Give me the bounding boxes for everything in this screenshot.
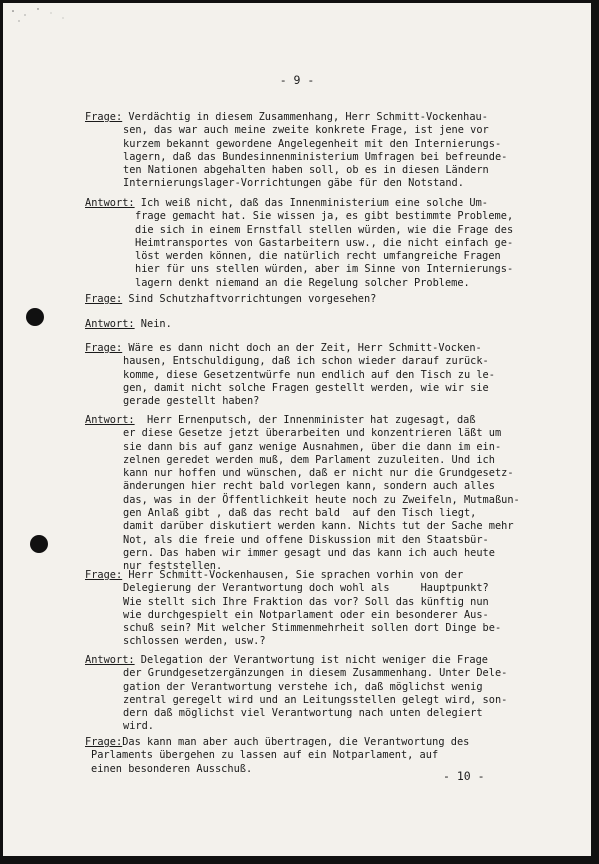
- qa-line: wird.: [123, 720, 154, 733]
- qa-line: änderungen hier recht bald vorlegen kann, sondern auch alles: [123, 480, 495, 493]
- punch-hole-top: [26, 308, 44, 326]
- qa-line: damit darüber diskutiert werden kann. Nichts tut der Sache mehr: [123, 520, 514, 533]
- qa-line: sen, das war auch meine zweite konkrete Frage, ist jene vor: [123, 124, 489, 137]
- qa-line: gerade gestellt haben?: [123, 395, 260, 408]
- qa-line: das, was in der Öffentlichkeit heute noch zu Zweifeln, Mutmaßun-: [123, 493, 520, 506]
- qa-line: kann nur hoffen und wünschen, daß er nicht nur die Grundgesetz-: [123, 467, 514, 480]
- qa-block: [85, 111, 555, 191]
- qa-block: [85, 654, 555, 734]
- speaker-label: Frage:: [85, 293, 123, 305]
- qa-line: komme, diese Gesetzentwürfe nun endlich auf den Tisch zu le-: [123, 368, 495, 381]
- qa-line: wie durchgespielt ein Notparlament oder ein besonderer Aus-: [123, 608, 489, 621]
- qa-line: er diese Gesetze jetzt überarbeiten und konzentrieren läßt um: [123, 427, 502, 440]
- qa-line: hausen, Entschuldigung, daß ich schon wieder darauf zurück-: [123, 355, 489, 368]
- qa-line: schuß sein? Mit welcher Stimmenmehrheit sollen dort Dinge be-: [123, 622, 502, 635]
- qa-line: gen, damit nicht solche Fragen gestellt werden, wie wir sie: [123, 381, 489, 394]
- qa-line: dern daß möglichst viel Verantwortung nach unten delegiert: [123, 707, 483, 720]
- qa-line: Internierungslager-Vorrichtungen gäbe für den Notstand.: [123, 177, 464, 190]
- qa-block: [85, 414, 555, 574]
- qa-line: zentral geregelt wird und an Leitungsstellen gelegt wird, son-: [123, 693, 508, 706]
- qa-line: Antwort: Delegation der Verantwortung ist nicht weniger die Frage: [85, 654, 488, 666]
- qa-line: lagern, daß das Bundesinnenministerium Umfragen bei befreunde-: [123, 150, 508, 163]
- qa-line: Antwort: Herr Ernenputsch, der Innenminister hat zugesagt, daß: [85, 414, 476, 426]
- qa-line: Frage: Wäre es dann nicht doch an der Zeit, Herr Schmitt-Vocken-: [85, 342, 482, 354]
- speaker-label: Frage:: [85, 342, 123, 354]
- qa-line: kurzem bekannt gewordene Angelegenheit mit den Internierungs-: [123, 137, 502, 150]
- qa-line: ten Nationen abgehalten haben soll, ob es in diesen Ländern: [123, 164, 489, 177]
- next-page-number: - 10 -: [443, 769, 485, 783]
- qa-line: Frage: Herr Schmitt-Vockenhausen, Sie sprachen vorhin von der: [85, 569, 464, 581]
- qa-line: Wie stellt sich Ihre Fraktion das vor? Soll das künftig nun: [123, 595, 489, 608]
- speaker-label: Antwort:: [85, 197, 135, 209]
- qa-line: Antwort: Ich weiß nicht, daß das Innenministerium eine solche Um-: [85, 197, 488, 209]
- qa-line: nur feststellen.: [123, 560, 223, 573]
- speaker-label: Antwort:: [85, 654, 135, 666]
- qa-block: [85, 569, 555, 649]
- qa-line: schlossen werden, usw.?: [123, 635, 266, 648]
- qa-line: Heimtransportes von Gastarbeitern usw., die nicht einfach ge-: [135, 236, 514, 249]
- qa-line: Not, als die freie und offene Diskussion mit den Staatsbür-: [123, 533, 489, 546]
- qa-line: löst werden können, die natürlich recht umfangreiche Fragen: [135, 250, 501, 263]
- qa-line: gern. Das haben wir immer gesagt und das kann ich auch heute: [123, 546, 495, 559]
- qa-line: die sich in einem Ernstfall stellen würden, wie die Frage des: [135, 223, 514, 236]
- qa-line: sie dann bis auf ganz wenige Ausnahmen, über die dann im ein-: [123, 440, 502, 453]
- speaker-label: Frage:: [85, 111, 123, 123]
- qa-line: Delegierung der Verantwortung doch wohl als Hauptpunkt?: [123, 582, 489, 595]
- qa-line: Parlaments übergehen zu lassen auf ein Notparlament, auf: [91, 749, 439, 762]
- speaker-label: Frage:: [85, 736, 123, 748]
- speaker-label: Frage:: [85, 569, 123, 581]
- speaker-label: Antwort:: [85, 414, 135, 426]
- qa-line: Frage: Verdächtig in diesem Zusammenhang, Herr Schmitt-Vockenhau-: [85, 111, 488, 123]
- qa-block: [85, 318, 555, 331]
- speaker-label: Antwort:: [85, 318, 135, 330]
- qa-block: [85, 293, 555, 306]
- qa-block: [85, 342, 555, 408]
- scan-specks: [3, 3, 73, 43]
- punch-hole-bottom: [30, 535, 48, 553]
- qa-line: frage gemacht hat. Sie wissen ja, es gibt bestimmte Probleme,: [135, 210, 514, 223]
- qa-line: hier für uns stellen würden, aber im Sinne von Internierungs-: [135, 263, 514, 276]
- page-number: - 9 -: [279, 73, 315, 87]
- document-page: [3, 3, 591, 856]
- qa-line: lagern denkt niemand an die Regelung solcher Probleme.: [135, 276, 470, 289]
- qa-line: einen besonderen Ausschuß.: [91, 762, 253, 775]
- qa-block: [85, 197, 555, 290]
- qa-line: Antwort: Nein.: [85, 318, 172, 330]
- qa-line: Frage:Das kann man aber auch übertragen, die Verantwortung des: [85, 736, 470, 748]
- qa-line: gation der Verantwortung verstehe ich, daß möglichst wenig: [123, 680, 483, 693]
- qa-line: der Grundgesetzergänzungen in diesem Zusammenhang. Unter Dele-: [123, 667, 508, 680]
- qa-line: gen Anlaß gibt , daß das recht bald auf den Tisch liegt,: [123, 507, 477, 520]
- qa-line: Frage: Sind Schutzhaftvorrichtungen vorgesehen?: [85, 293, 377, 305]
- qa-line: zelnen geredet werden muß, dem Parlament zuzuleiten. Und ich: [123, 453, 495, 466]
